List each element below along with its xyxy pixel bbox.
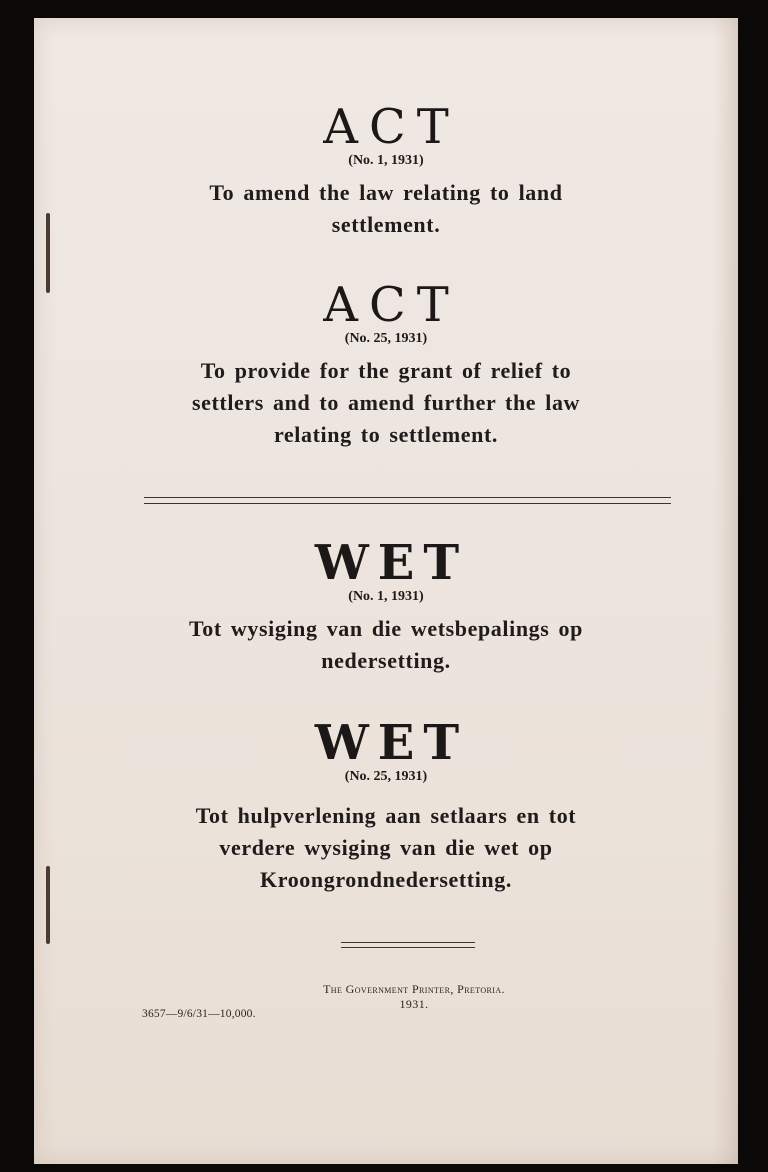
printer-name: The Government Printer, Pretoria. — [323, 982, 505, 996]
act-1-section — [34, 100, 738, 241]
wet-25-description-line: Tot hulpverlening aan setlaars en tot — [195, 803, 577, 828]
printer-imprint — [284, 982, 544, 1012]
wet-25-section — [34, 716, 738, 896]
act-25-description-line: settlers and to amend further the law — [191, 390, 581, 415]
wet-25-number: (No. 25, 1931) — [344, 769, 428, 784]
wet-25-description-line: Kroongrondnedersetting. — [260, 867, 512, 892]
print-year: 1931. — [399, 997, 429, 1011]
wet-1-description-line: nedersetting. — [321, 648, 451, 673]
wet-25-description — [34, 800, 738, 896]
print-run-code: 3657—9/6/31—10,000. — [142, 1008, 256, 1020]
wet-1-description — [34, 613, 738, 677]
act-1-number: (No. 1, 1931) — [348, 153, 424, 168]
wet-1-number: (No. 1, 1931) — [348, 589, 424, 604]
act-25-heading: ACT — [323, 277, 460, 333]
act-1-description — [34, 177, 738, 241]
wet-25-heading: WET — [314, 715, 469, 771]
wet-1-heading: WET — [314, 535, 469, 591]
act-1-description-line: To amend the law relating to land — [209, 180, 563, 205]
act-25-description-line: To provide for the grant of relief to — [200, 358, 572, 383]
act-25-section — [34, 278, 738, 451]
act-1-heading: ACT — [323, 99, 460, 155]
act-25-description — [34, 355, 738, 451]
footer-divider — [341, 942, 475, 948]
section-divider — [144, 497, 671, 504]
wet-25-description-line: verdere wysiging van die wet op — [219, 835, 553, 860]
document-page — [34, 18, 738, 1164]
act-25-number: (No. 25, 1931) — [344, 331, 428, 346]
act-1-description-line: settlement. — [331, 212, 441, 237]
wet-1-section — [34, 536, 738, 677]
wet-1-description-line: Tot wysiging van die wetsbepalings op — [189, 616, 583, 641]
act-25-description-line: relating to settlement. — [273, 422, 499, 447]
